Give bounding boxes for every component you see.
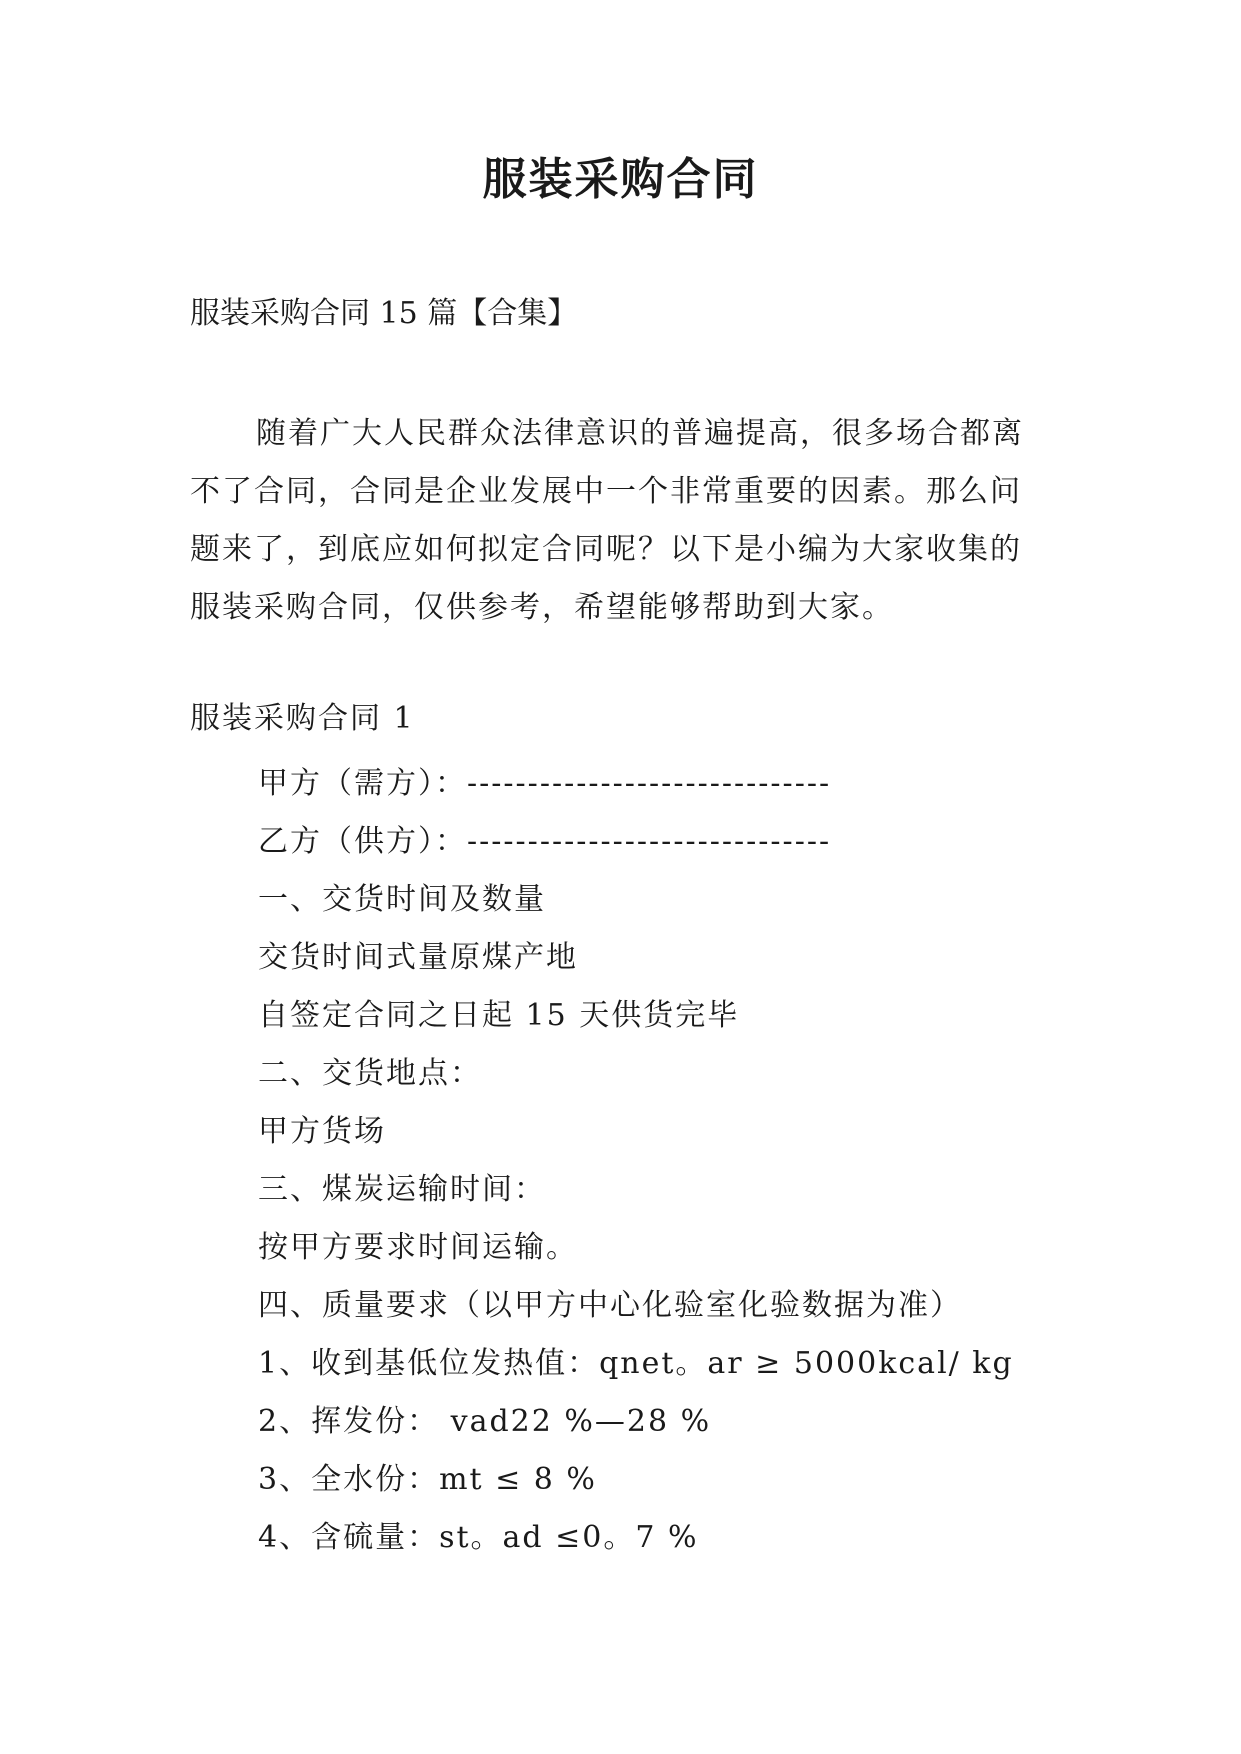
section-heading: 服装采购合同 1 xyxy=(190,701,415,736)
intro-line: 题来了，到底应如何拟定合同呢？以下是小编为大家收集的 xyxy=(190,532,1022,567)
intro-line: 服装采购合同，仅供参考，希望能够帮助到大家。 xyxy=(190,590,894,625)
clause-line: 自签定合同之日起 15 天供货完毕 xyxy=(258,998,740,1033)
intro-line: 不了合同，合同是企业发展中一个非常重要的因素。那么问 xyxy=(190,474,1022,509)
intro-line: 随着广大人民群众法律意识的普遍提高，很多场合都离 xyxy=(256,416,1024,451)
quality-item: 3、全水份：mt ≤ 8 % xyxy=(258,1462,597,1497)
party-a-line: 甲方（需方）：------------------------------ xyxy=(258,766,832,801)
document-subtitle: 服装采购合同 15 篇【合集】 xyxy=(190,296,578,331)
clause-line: 交货时间式量原煤产地 xyxy=(258,940,578,975)
clause-line: 按甲方要求时间运输。 xyxy=(258,1230,578,1265)
clause-heading: 四、质量要求（以甲方中心化验室化验数据为准） xyxy=(258,1288,962,1323)
document-title: 服装采购合同 xyxy=(482,154,759,205)
party-b-line: 乙方（供方）：------------------------------ xyxy=(258,824,832,859)
intro-paragraph xyxy=(190,405,1062,637)
clause-heading: 三、煤炭运输时间： xyxy=(258,1172,546,1207)
clause-line: 甲方货场 xyxy=(258,1114,386,1149)
contract-clauses xyxy=(258,755,1014,1567)
clause-heading: 一、交货时间及数量 xyxy=(258,882,546,917)
quality-item: 2、挥发份： vad22 %—28 % xyxy=(258,1404,712,1439)
clause-heading: 二、交货地点： xyxy=(258,1056,482,1091)
quality-item: 4、含硫量：st。ad ≤0。7 % xyxy=(258,1520,699,1555)
quality-item: 1、收到基低位发热值：qnet。ar ≥ 5000kcal/ kg xyxy=(258,1346,1014,1381)
